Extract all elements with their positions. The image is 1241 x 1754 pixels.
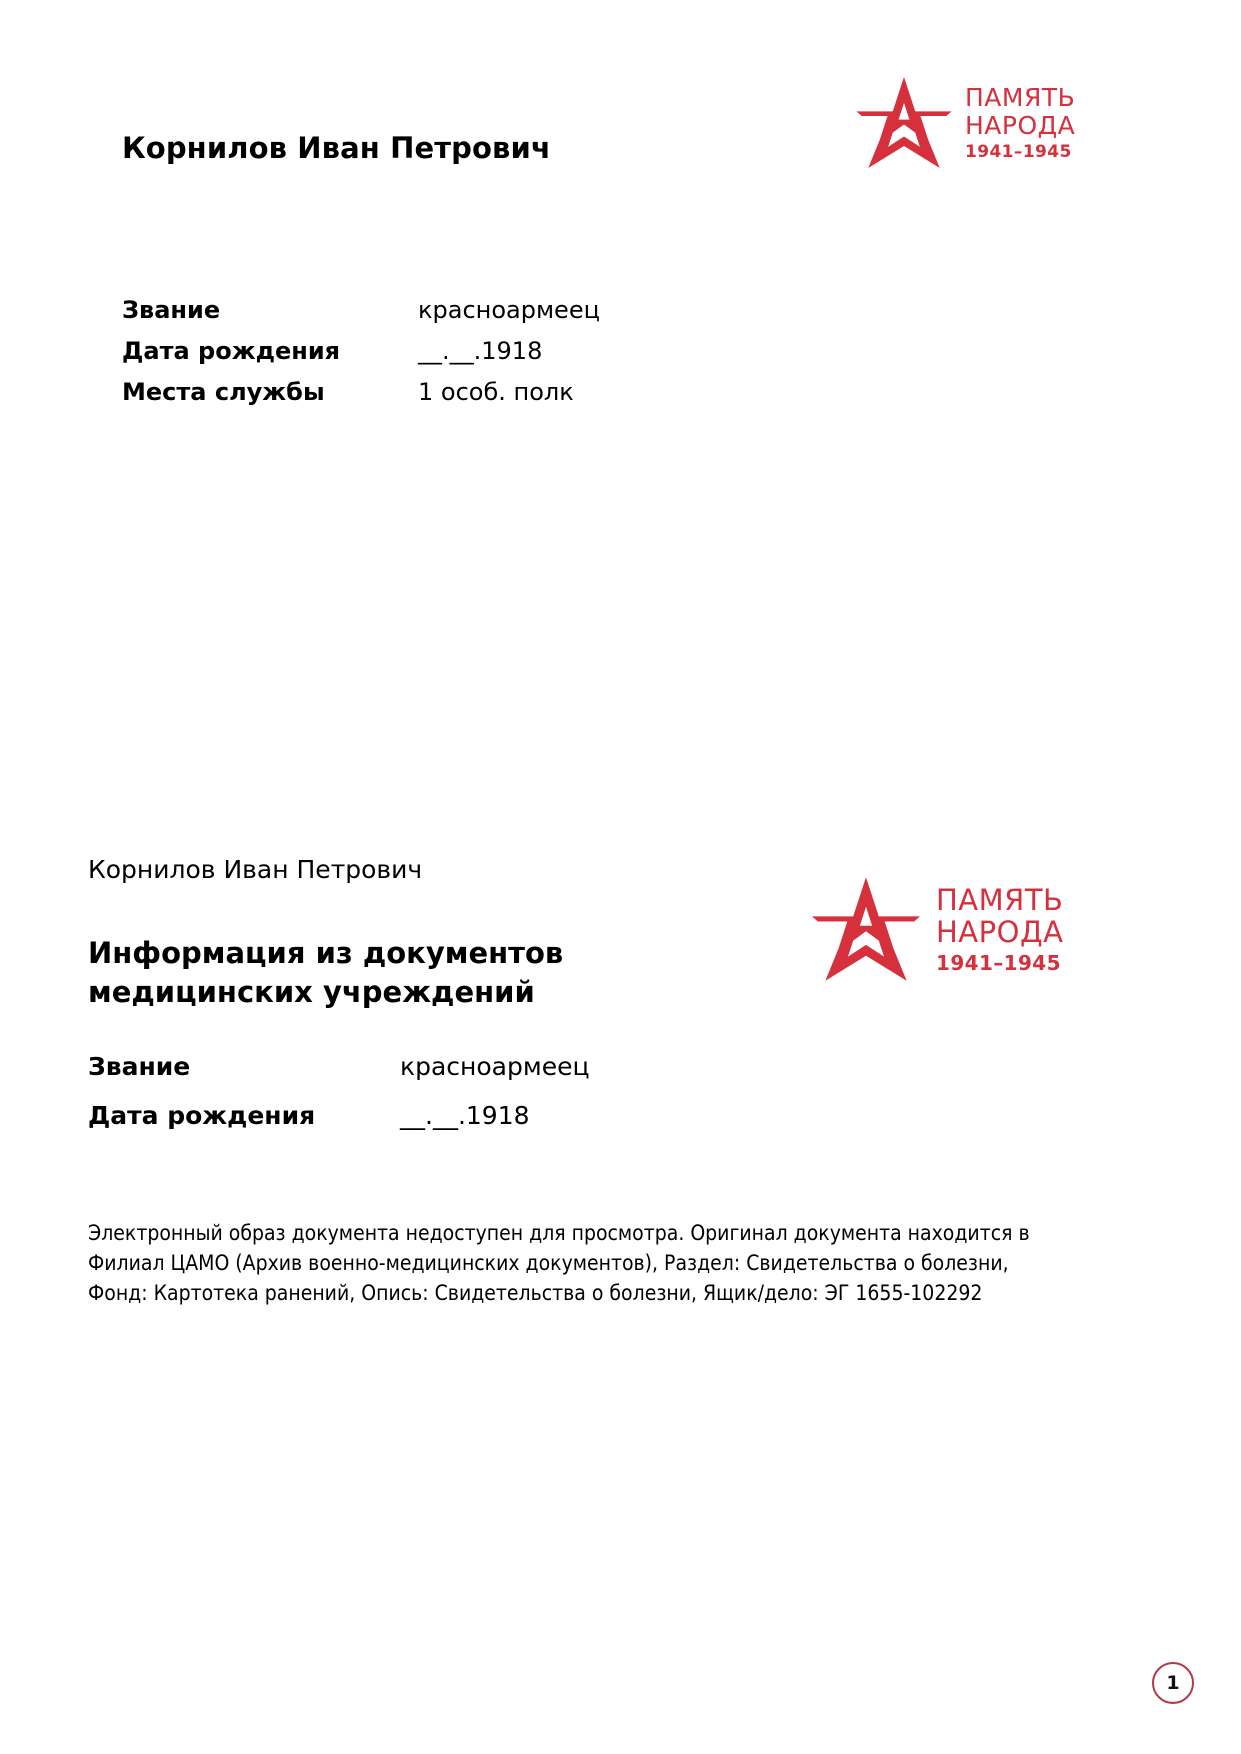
document-unavailable-notice: Электронный образ документа недоступен для просмотра. Оригинал документа находится в Филиал ЦАМО (Архив военно-медицинских документов), Раздел: Свидетельства о болезни, Фонд: Картотека ранений, Опись: Свидетельства о болезни, Ящик/дело: ЭГ 1655-102292 bbox=[88, 1221, 1030, 1305]
field-label-rank: Звание bbox=[88, 1052, 191, 1081]
field-row-service-places bbox=[122, 378, 600, 419]
section-heading-line2: медицинских учреждений bbox=[88, 974, 535, 1009]
field-value-birthdate: __.__.1918 bbox=[418, 337, 543, 365]
field-row-birthdate bbox=[88, 1101, 590, 1150]
brand-wordmark-top bbox=[965, 82, 1076, 162]
memory-of-the-people-star-icon bbox=[855, 75, 953, 170]
brand-years: 1941–1945 bbox=[936, 950, 1061, 975]
page-title: Корнилов Иван Петрович bbox=[122, 131, 551, 166]
field-label-rank: Звание bbox=[122, 296, 221, 324]
top-fields-table bbox=[122, 296, 600, 419]
field-value-service-places: 1 особ. полк bbox=[418, 378, 574, 406]
medical-fields-table bbox=[88, 1052, 590, 1150]
field-label-birthdate: Дата рождения bbox=[122, 337, 341, 365]
field-row-rank bbox=[88, 1052, 590, 1101]
brand-name-line1: ПАМЯТЬ bbox=[936, 882, 1064, 917]
brand-wordmark-middle bbox=[936, 882, 1064, 975]
memory-of-the-people-star-icon bbox=[810, 875, 922, 983]
section-heading-line1: Информация из документов bbox=[88, 936, 564, 971]
field-value-birthdate: __.__.1918 bbox=[400, 1101, 530, 1130]
field-value-rank: красноармеец bbox=[400, 1052, 590, 1081]
brand-logo-top bbox=[855, 75, 1075, 170]
field-label-service-places: Места службы bbox=[122, 378, 325, 406]
subject-name: Корнилов Иван Петрович bbox=[88, 855, 423, 884]
brand-name-line2: НАРОДА bbox=[965, 110, 1076, 140]
field-value-rank: красноармеец bbox=[418, 296, 600, 324]
brand-logo-middle bbox=[810, 875, 1063, 983]
section-heading bbox=[88, 934, 728, 1011]
field-row-birthdate bbox=[122, 337, 600, 378]
brand-years: 1941–1945 bbox=[965, 141, 1072, 162]
field-label-birthdate: Дата рождения bbox=[88, 1101, 316, 1130]
page-number-badge: 1 bbox=[1152, 1662, 1194, 1704]
field-row-rank bbox=[122, 296, 600, 337]
brand-name-line2: НАРОДА bbox=[936, 914, 1064, 949]
brand-name-line1: ПАМЯТЬ bbox=[965, 82, 1076, 112]
